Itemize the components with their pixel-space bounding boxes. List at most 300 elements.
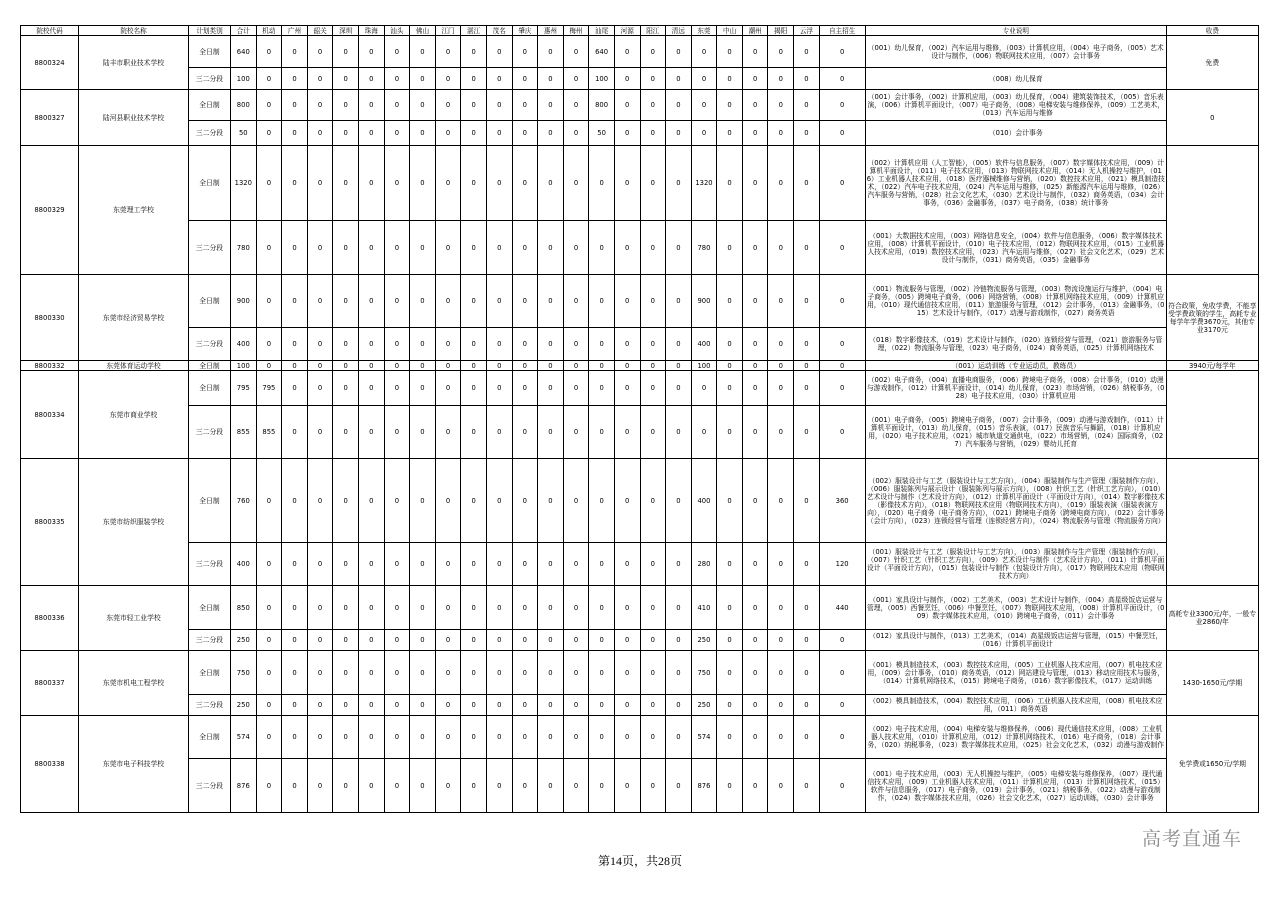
quota-qingyuan: 0 (666, 221, 692, 275)
quota-shantou: 0 (384, 586, 410, 630)
quota-shantou: 0 (384, 543, 410, 586)
tuition-fee: 1430-1650元/学期 (1166, 651, 1258, 716)
quota-total: 250 (231, 695, 257, 716)
quota-maoming: 0 (486, 221, 512, 275)
quota-reserve: 0 (256, 630, 282, 651)
plan-type: 三二分段 (189, 121, 231, 146)
quota-zhuhai: 0 (358, 361, 384, 371)
quota-qingyuan: 0 (666, 586, 692, 630)
quota-maoming: 0 (486, 146, 512, 221)
quota-total: 900 (231, 275, 257, 328)
quota-meizhou: 0 (563, 695, 589, 716)
quota-reserve: 0 (256, 586, 282, 630)
quota-huizhou: 0 (538, 759, 564, 813)
quota-huizhou: 0 (538, 695, 564, 716)
quota-shaoguan: 0 (307, 90, 333, 121)
quota-zhuhai: 0 (358, 459, 384, 543)
quota-self-enrollment: 0 (819, 695, 865, 716)
quota-foshan: 0 (410, 68, 436, 90)
quota-yunfu: 0 (794, 90, 820, 121)
quota-foshan: 0 (410, 361, 436, 371)
header-guangzhou: 广州 (282, 26, 308, 36)
quota-total: 400 (231, 543, 257, 586)
quota-jieyang: 0 (768, 221, 794, 275)
quota-shenzhen: 0 (333, 275, 359, 328)
quota-huizhou: 0 (538, 221, 564, 275)
quota-dongguan: 250 (691, 695, 717, 716)
quota-shenzhen: 0 (333, 651, 359, 695)
quota-huizhou: 0 (538, 121, 564, 146)
quota-zhuhai: 0 (358, 36, 384, 68)
quota-zhongshan: 0 (717, 630, 743, 651)
school-name: 陆丰市职业技术学校 (79, 36, 189, 90)
header-qingyuan: 清远 (666, 26, 692, 36)
quota-heyuan: 0 (614, 221, 640, 275)
quota-zhanjiang: 0 (461, 695, 487, 716)
quota-shenzhen: 0 (333, 695, 359, 716)
quota-yangjiang: 0 (640, 361, 666, 371)
quota-yunfu: 0 (794, 716, 820, 759)
plan-row (21, 406, 1259, 459)
quota-zhanjiang: 0 (461, 36, 487, 68)
quota-yunfu: 0 (794, 543, 820, 586)
quota-foshan: 0 (410, 221, 436, 275)
quota-zhongshan: 0 (717, 275, 743, 328)
quota-yangjiang: 0 (640, 121, 666, 146)
quota-shaoguan: 0 (307, 36, 333, 68)
quota-jieyang: 0 (768, 651, 794, 695)
quota-shenzhen: 0 (333, 90, 359, 121)
quota-shanwei: 0 (589, 586, 615, 630)
quota-chaozhou: 0 (742, 630, 768, 651)
quota-jieyang: 0 (768, 121, 794, 146)
quota-yangjiang: 0 (640, 275, 666, 328)
major-description: （001）服装设计与工艺（服装设计与工艺方向），（003）服装制作与生产管理（服装制作方向），（007）针织工艺（针织工艺方向），（009）艺术设计与制作（艺术设计方向），（011）计算机平面设计（平面设计方向），（015）包装设计与制作（包装设计方向），（017）物联网技术应用（物联网技术方向） (865, 543, 1166, 586)
major-description: （002）电子技术应用，（004）电梯安装与维修保养，（006）现代通信技术应用，（008）工业机器人技术应用，（010）计算机应用，（012）计算机网络技术，（016）电子商务，（018）会计事务，（020）纳税事务，（023）数字媒体技术应用，（025）社会文化艺术，（032）动漫与游戏制作 (865, 716, 1166, 759)
quota-meizhou: 0 (563, 146, 589, 221)
quota-self-enrollment: 0 (819, 630, 865, 651)
quota-chaozhou: 0 (742, 406, 768, 459)
quota-dongguan: 400 (691, 328, 717, 361)
quota-chaozhou: 0 (742, 361, 768, 371)
quota-self-enrollment: 0 (819, 371, 865, 406)
quota-self-enrollment: 0 (819, 275, 865, 328)
quota-yangjiang: 0 (640, 221, 666, 275)
quota-yangjiang: 0 (640, 146, 666, 221)
quota-dongguan: 750 (691, 651, 717, 695)
quota-zhanjiang: 0 (461, 146, 487, 221)
quota-huizhou: 0 (538, 68, 564, 90)
quota-zhaoqing: 0 (512, 695, 538, 716)
major-description: （001）家具设计与制作，（002）工艺美术，（003）艺术设计与制作，（004）高星级饭店运营与管理，（005）西餐烹饪，（006）中餐烹饪，（007）物联网技术应用，（008）计算机平面设计，（009）数字媒体技术应用，（010）跨境电子商务，（011）会计事务 (865, 586, 1166, 630)
quota-maoming: 0 (486, 695, 512, 716)
quota-zhongshan: 0 (717, 68, 743, 90)
quota-yunfu: 0 (794, 146, 820, 221)
quota-self-enrollment: 120 (819, 543, 865, 586)
quota-chaozhou: 0 (742, 459, 768, 543)
quota-shantou: 0 (384, 695, 410, 716)
plan-type: 三二分段 (189, 759, 231, 813)
quota-dongguan: 0 (691, 68, 717, 90)
quota-dongguan: 410 (691, 586, 717, 630)
quota-shantou: 0 (384, 90, 410, 121)
quota-jieyang: 0 (768, 716, 794, 759)
header-heyuan: 河源 (614, 26, 640, 36)
quota-jiangmen: 0 (435, 543, 461, 586)
quota-jieyang: 0 (768, 68, 794, 90)
quota-maoming: 0 (486, 328, 512, 361)
quota-chaozhou: 0 (742, 121, 768, 146)
quota-meizhou: 0 (563, 651, 589, 695)
quota-zhanjiang: 0 (461, 459, 487, 543)
quota-qingyuan: 0 (666, 695, 692, 716)
quota-foshan: 0 (410, 695, 436, 716)
quota-zhongshan: 0 (717, 695, 743, 716)
school-code: 8800337 (21, 651, 79, 716)
quota-jiangmen: 0 (435, 275, 461, 328)
quota-yunfu: 0 (794, 121, 820, 146)
header-total: 合计 (231, 26, 257, 36)
quota-zhongshan: 0 (717, 36, 743, 68)
quota-self-enrollment: 0 (819, 221, 865, 275)
quota-shantou: 0 (384, 146, 410, 221)
quota-jiangmen: 0 (435, 36, 461, 68)
quota-zhuhai: 0 (358, 275, 384, 328)
major-description: （018）数字影像技术，（019）艺术设计与制作，（020）连锁经营与管理，（021）旅游服务与管理，（022）物流服务与管理，（023）电子商务，（024）商务英语，（025）计算机网络技术 (865, 328, 1166, 361)
quota-yangjiang: 0 (640, 543, 666, 586)
quota-foshan: 0 (410, 759, 436, 813)
quota-zhaoqing: 0 (512, 121, 538, 146)
quota-jiangmen: 0 (435, 90, 461, 121)
quota-yangjiang: 0 (640, 328, 666, 361)
quota-reserve: 0 (256, 146, 282, 221)
quota-guangzhou: 0 (282, 221, 308, 275)
quota-shenzhen: 0 (333, 361, 359, 371)
quota-heyuan: 0 (614, 406, 640, 459)
plan-type: 三二分段 (189, 328, 231, 361)
quota-zhongshan: 0 (717, 586, 743, 630)
quota-guangzhou: 0 (282, 651, 308, 695)
quota-shantou: 0 (384, 630, 410, 651)
quota-huizhou: 0 (538, 90, 564, 121)
plan-row (21, 68, 1259, 90)
quota-maoming: 0 (486, 586, 512, 630)
quota-shenzhen: 0 (333, 586, 359, 630)
quota-zhongshan: 0 (717, 328, 743, 361)
quota-reserve: 0 (256, 68, 282, 90)
quota-chaozhou: 0 (742, 221, 768, 275)
quota-foshan: 0 (410, 651, 436, 695)
quota-shaoguan: 0 (307, 361, 333, 371)
header-jiangmen: 江门 (435, 26, 461, 36)
quota-guangzhou: 0 (282, 275, 308, 328)
quota-shanwei: 50 (589, 121, 615, 146)
quota-meizhou: 0 (563, 328, 589, 361)
quota-meizhou: 0 (563, 459, 589, 543)
quota-shaoguan: 0 (307, 121, 333, 146)
quota-qingyuan: 0 (666, 406, 692, 459)
quota-shanwei: 800 (589, 90, 615, 121)
quota-total: 876 (231, 759, 257, 813)
major-description: （002）服装设计与工艺（服装设计与工艺方向），（004）服装制作与生产管理（服装制作方向），（006）服装陈列与展示设计（服装陈列与展示方向），（008）针织工艺（针织工艺方向），（010）艺术设计与制作（艺术设计方向），（012）计算机平面设计（平面设计方向），（014）数字影像技术（影像技术方向），（018）物联网技术应用（物联网技术方向），（019）服装表演（服装表演方向），（020）电子商务（电子商务方向），（021）跨境电子商务（跨境电商方向），（022）会计事务（会计方向），（023）连锁经营与管理（连锁经营方向），（024）物流服务与管理（物流服务方向） (865, 459, 1166, 543)
quota-zhanjiang: 0 (461, 651, 487, 695)
quota-guangzhou: 0 (282, 36, 308, 68)
plan-row (21, 146, 1259, 221)
quota-zhaoqing: 0 (512, 36, 538, 68)
quota-qingyuan: 0 (666, 651, 692, 695)
quota-jiangmen: 0 (435, 759, 461, 813)
school-name: 东莞市轻工业学校 (79, 586, 189, 651)
quota-reserve: 0 (256, 328, 282, 361)
quota-reserve: 795 (256, 371, 282, 406)
plan-type: 全日制 (189, 371, 231, 406)
quota-huizhou: 0 (538, 146, 564, 221)
quota-meizhou: 0 (563, 716, 589, 759)
quota-yangjiang: 0 (640, 716, 666, 759)
school-name: 陆河县职业技术学校 (79, 90, 189, 146)
major-description: （001）电子商务，（005）跨境电子商务，（007）会计事务，（009）动漫与游戏制作，（011）计算机平面设计，（013）幼儿保育，（015）音乐表演，（017）民族音乐与舞蹈，（018）计算机应用，（020）电子技术应用，（021）城市轨道交通供电，（022）市场营销，（024）国际商务，（027）汽车服务与营销，（029）婴幼儿托育 (865, 406, 1166, 459)
school-code: 8800329 (21, 146, 79, 275)
quota-maoming: 0 (486, 630, 512, 651)
quota-reserve: 0 (256, 121, 282, 146)
quota-meizhou: 0 (563, 121, 589, 146)
quota-huizhou: 0 (538, 716, 564, 759)
plan-row (21, 543, 1259, 586)
quota-qingyuan: 0 (666, 459, 692, 543)
quota-shanwei: 0 (589, 275, 615, 328)
header-maoming: 茂名 (486, 26, 512, 36)
quota-self-enrollment: 0 (819, 36, 865, 68)
quota-reserve: 0 (256, 90, 282, 121)
quota-dongguan: 0 (691, 36, 717, 68)
school-name: 东莞体育运动学校 (79, 361, 189, 371)
quota-zhongshan: 0 (717, 371, 743, 406)
major-description: （008）幼儿保育 (865, 68, 1166, 90)
school-code: 8800335 (21, 459, 79, 586)
quota-guangzhou: 0 (282, 543, 308, 586)
quota-foshan: 0 (410, 586, 436, 630)
quota-zhanjiang: 0 (461, 221, 487, 275)
quota-foshan: 0 (410, 716, 436, 759)
quota-qingyuan: 0 (666, 275, 692, 328)
major-description: （010）会计事务 (865, 121, 1166, 146)
quota-shantou: 0 (384, 328, 410, 361)
quota-huizhou: 0 (538, 328, 564, 361)
quota-dongguan: 0 (691, 90, 717, 121)
quota-maoming: 0 (486, 121, 512, 146)
quota-maoming: 0 (486, 36, 512, 68)
header-yangjiang: 阳江 (640, 26, 666, 36)
quota-shaoguan: 0 (307, 146, 333, 221)
quota-chaozhou: 0 (742, 716, 768, 759)
quota-huizhou: 0 (538, 371, 564, 406)
quota-total: 750 (231, 651, 257, 695)
quota-maoming: 0 (486, 371, 512, 406)
quota-qingyuan: 0 (666, 90, 692, 121)
quota-yangjiang: 0 (640, 759, 666, 813)
quota-total: 574 (231, 716, 257, 759)
header-zhaoqing: 肇庆 (512, 26, 538, 36)
quota-heyuan: 0 (614, 459, 640, 543)
quota-zhuhai: 0 (358, 121, 384, 146)
quota-zhaoqing: 0 (512, 90, 538, 121)
quota-zhongshan: 0 (717, 121, 743, 146)
quota-yunfu: 0 (794, 406, 820, 459)
quota-qingyuan: 0 (666, 759, 692, 813)
quota-shanwei: 640 (589, 36, 615, 68)
quota-heyuan: 0 (614, 275, 640, 328)
quota-zhongshan: 0 (717, 221, 743, 275)
quota-shenzhen: 0 (333, 221, 359, 275)
quota-huizhou: 0 (538, 586, 564, 630)
quota-heyuan: 0 (614, 328, 640, 361)
quota-huizhou: 0 (538, 651, 564, 695)
major-description: （002）计算机应用（人工智能），（005）软件与信息服务，（007）数字媒体技术应用，（009）计算机平面设计，（011）电子技术应用，（013）物联网技术应用，（014）无人机操控与维护，（016）工业机器人技术应用，（018）医疗器械维修与营销，（020）数控技术应用，（021）模具制造技术，（022）汽车电子技术应用，（024）汽车运用与维修，（025）新能源汽车运用与维修，（026）汽车服务与营销，（028）社会文化艺术，（030）艺术设计与制作，（032）商务英语，（034）会计事务，（036）金融事务，（037）电子商务，（038）统计事务 (865, 146, 1166, 221)
quota-shenzhen: 0 (333, 459, 359, 543)
header-shaoguan: 韶关 (307, 26, 333, 36)
quota-jiangmen: 0 (435, 695, 461, 716)
quota-chaozhou: 0 (742, 328, 768, 361)
quota-zhanjiang: 0 (461, 586, 487, 630)
quota-jieyang: 0 (768, 90, 794, 121)
quota-total: 1320 (231, 146, 257, 221)
quota-shenzhen: 0 (333, 36, 359, 68)
quota-yunfu: 0 (794, 36, 820, 68)
quota-shantou: 0 (384, 361, 410, 371)
quota-shanwei: 100 (589, 68, 615, 90)
quota-guangzhou: 0 (282, 371, 308, 406)
header-huizhou: 惠州 (538, 26, 564, 36)
plan-row (21, 695, 1259, 716)
quota-shenzhen: 0 (333, 759, 359, 813)
header-zhuhai: 珠海 (358, 26, 384, 36)
quota-yangjiang: 0 (640, 586, 666, 630)
tuition-fee: 符合政策，免收学费，不能享受学费政策的学生，高耗专业每学年学费3670元，其他专业3170元 (1166, 275, 1258, 361)
quota-shanwei: 0 (589, 328, 615, 361)
quota-zhongshan: 0 (717, 543, 743, 586)
header-yunfu: 云浮 (794, 26, 820, 36)
quota-maoming: 0 (486, 651, 512, 695)
major-description: （012）家具设计与制作，（013）工艺美术，（014）高星级饭店运营与管理，（015）中餐烹饪，（016）计算机平面设计 (865, 630, 1166, 651)
quota-guangzhou: 0 (282, 716, 308, 759)
quota-foshan: 0 (410, 146, 436, 221)
quota-huizhou: 0 (538, 630, 564, 651)
quota-zhanjiang: 0 (461, 275, 487, 328)
quota-zhaoqing: 0 (512, 275, 538, 328)
quota-guangzhou: 0 (282, 121, 308, 146)
quota-meizhou: 0 (563, 543, 589, 586)
plan-type: 全日制 (189, 459, 231, 543)
plan-row (21, 121, 1259, 146)
quota-yangjiang: 0 (640, 371, 666, 406)
quota-zhuhai: 0 (358, 406, 384, 459)
quota-shaoguan: 0 (307, 651, 333, 695)
plan-type: 三二分段 (189, 68, 231, 90)
quota-yunfu: 0 (794, 651, 820, 695)
tuition-fee: 0 (1166, 90, 1258, 146)
plan-row (21, 630, 1259, 651)
school-name: 东莞市经济贸易学校 (79, 275, 189, 361)
major-description: （002）电子商务，（004）直播电商服务，（006）跨境电子商务，（008）会计事务，（010）动漫与游戏制作，（012）计算机平面设计，（014）幼儿保育，（023）市场营销，（026）纳税事务，（028）电子技术应用，（030）计算机应用 (865, 371, 1166, 406)
quota-shantou: 0 (384, 406, 410, 459)
major-description: （001）模具制造技术，（003）数控技术应用，（005）工业机器人技术应用，（007）机电技术应用，（009）会计事务，（010）商务英语，（012）网站建设与管理，（013）移动应用技术与服务，（014）计算机网络技术，（015）跨境电子商务，（016）数字影像技术，（017）运动训练 (865, 651, 1166, 695)
quota-jiangmen: 0 (435, 586, 461, 630)
quota-total: 640 (231, 36, 257, 68)
quota-jieyang: 0 (768, 361, 794, 371)
quota-self-enrollment: 0 (819, 759, 865, 813)
quota-jieyang: 0 (768, 759, 794, 813)
plan-row (21, 328, 1259, 361)
tuition-fee: 免费 (1166, 36, 1258, 90)
quota-maoming: 0 (486, 459, 512, 543)
quota-shantou: 0 (384, 121, 410, 146)
quota-zhanjiang: 0 (461, 90, 487, 121)
watermark-text: 高考直通车 (1142, 828, 1243, 850)
quota-qingyuan: 0 (666, 630, 692, 651)
quota-qingyuan: 0 (666, 68, 692, 90)
quota-foshan: 0 (410, 459, 436, 543)
quota-chaozhou: 0 (742, 586, 768, 630)
quota-zhanjiang: 0 (461, 328, 487, 361)
quota-jiangmen: 0 (435, 146, 461, 221)
school-code: 8800336 (21, 586, 79, 651)
quota-total: 800 (231, 90, 257, 121)
quota-zhongshan: 0 (717, 759, 743, 813)
quota-zhuhai: 0 (358, 543, 384, 586)
table-body (21, 36, 1259, 813)
header-shanwei: 汕尾 (589, 26, 615, 36)
quota-self-enrollment: 0 (819, 651, 865, 695)
quota-zhaoqing: 0 (512, 406, 538, 459)
quota-zhongshan: 0 (717, 90, 743, 121)
quota-meizhou: 0 (563, 406, 589, 459)
quota-zhanjiang: 0 (461, 371, 487, 406)
school-name: 东莞市电子科技学校 (79, 716, 189, 813)
quota-yangjiang: 0 (640, 651, 666, 695)
quota-jiangmen: 0 (435, 221, 461, 275)
quota-reserve: 0 (256, 361, 282, 371)
quota-jieyang: 0 (768, 630, 794, 651)
quota-qingyuan: 0 (666, 716, 692, 759)
tuition-fee: 免学费或1650元/学期 (1166, 716, 1258, 813)
header-foshan: 佛山 (410, 26, 436, 36)
quota-reserve: 0 (256, 275, 282, 328)
header-zhongshan: 中山 (717, 26, 743, 36)
quota-chaozhou: 0 (742, 146, 768, 221)
quota-zhuhai: 0 (358, 586, 384, 630)
quota-heyuan: 0 (614, 759, 640, 813)
quota-guangzhou: 0 (282, 68, 308, 90)
quota-heyuan: 0 (614, 361, 640, 371)
header-shantou: 汕头 (384, 26, 410, 36)
header-row (21, 26, 1259, 36)
quota-dongguan: 900 (691, 275, 717, 328)
quota-heyuan: 0 (614, 586, 640, 630)
tuition-fee (1166, 371, 1258, 459)
quota-chaozhou: 0 (742, 651, 768, 695)
quota-guangzhou: 0 (282, 586, 308, 630)
header-plan-type: 计划类别 (189, 26, 231, 36)
quota-jiangmen: 0 (435, 630, 461, 651)
quota-zhanjiang: 0 (461, 543, 487, 586)
quota-qingyuan: 0 (666, 361, 692, 371)
quota-shantou: 0 (384, 759, 410, 813)
school-code: 8800330 (21, 275, 79, 361)
quota-zhuhai: 0 (358, 328, 384, 361)
tuition-fee (1166, 459, 1258, 586)
quota-shenzhen: 0 (333, 543, 359, 586)
quota-shaoguan: 0 (307, 68, 333, 90)
